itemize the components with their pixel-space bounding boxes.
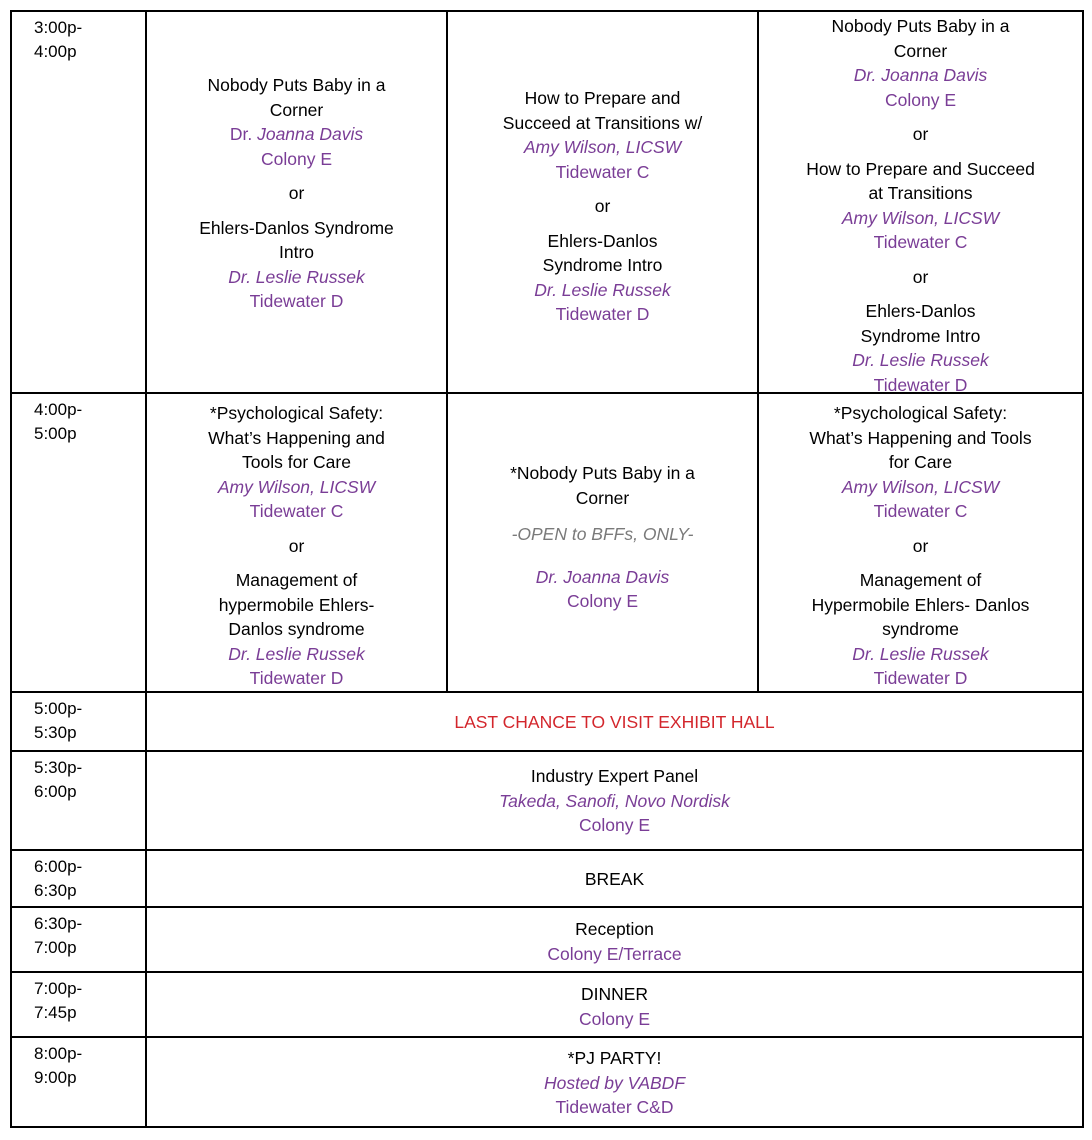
room: Colony E/Terrace <box>547 943 682 964</box>
access-note: -OPEN to BFFs, ONLY- <box>511 524 694 544</box>
speaker: Dr. Leslie Russek <box>228 643 365 664</box>
exhibit-hall-notice: LAST CHANCE TO VISIT EXHIBIT HALL <box>454 712 775 732</box>
session-title: Management of <box>235 570 358 590</box>
speaker: Dr. Leslie Russek <box>852 350 989 370</box>
session-title: How to Prepare and Succeed <box>806 158 1035 179</box>
session-title: DINNER <box>580 984 649 1004</box>
session-title: *PJ PARTY! <box>567 1048 662 1068</box>
speaker: Takeda, Sanofi, Novo Nordisk <box>499 790 730 811</box>
session-cell <box>448 86 757 327</box>
speaker: Amy Wilson, LICSW <box>217 476 376 497</box>
time-slot-530pm: 5:30p- 6:00p <box>34 758 83 801</box>
room: Colony E <box>578 815 650 835</box>
row-border <box>10 691 1084 693</box>
session-title: Ehlers-Danlos <box>865 301 976 321</box>
speaker: Dr. Leslie Russek <box>852 643 989 664</box>
speaker: Hosted by VABDF <box>543 1072 686 1093</box>
room: Tidewater C <box>249 501 344 521</box>
session-title: Reception <box>575 919 654 939</box>
panel-cell <box>147 764 1082 838</box>
room: Tidewater D <box>555 304 650 324</box>
room: Tidewater D <box>873 668 968 688</box>
row-border <box>10 10 1084 12</box>
session-title: *Psychological Safety: <box>833 403 1008 423</box>
room: Tidewater D <box>249 668 344 688</box>
session-title: Syndrome Intro <box>860 325 981 346</box>
session-cell <box>759 401 1082 691</box>
or-separator: or <box>288 535 305 556</box>
session-title: How to Prepare and <box>524 88 681 108</box>
session-title: BREAK <box>584 869 645 889</box>
session-title: Industry Expert Panel <box>530 766 699 786</box>
exhibit-hall-cell <box>147 710 1082 735</box>
speaker: Dr. Joanna Davis <box>853 65 988 85</box>
room: Colony E <box>260 148 332 169</box>
session-title: Corner <box>269 99 324 120</box>
column-border <box>1082 10 1084 1128</box>
session-title: Ehlers-Danlos Syndrome <box>199 217 394 238</box>
session-title: *Nobody Puts Baby in a <box>510 463 695 483</box>
room: Tidewater D <box>873 374 968 395</box>
time-slot-5pm: 5:00p- 5:30p <box>34 699 83 742</box>
speaker: Dr. Joanna Davis <box>229 124 364 144</box>
session-cell <box>448 461 757 614</box>
speaker: Dr. Leslie Russek <box>534 279 671 300</box>
row-border <box>10 849 1084 851</box>
session-title: What’s Happening and <box>208 427 385 448</box>
speaker: Amy Wilson, LICSW <box>841 207 1000 228</box>
or-separator: or <box>912 124 929 144</box>
session-title: Hypermobile Ehlers- Danlos <box>811 594 1030 615</box>
session-title: Management of <box>859 570 982 590</box>
room: Tidewater C <box>873 232 968 252</box>
session-title: Danlos syndrome <box>228 619 365 639</box>
row-border <box>10 906 1084 908</box>
session-title: Nobody Puts Baby in a <box>207 75 386 95</box>
session-title: hypermobile Ehlers- <box>218 594 375 615</box>
row-border <box>10 971 1084 973</box>
or-separator: or <box>288 183 305 203</box>
session-cell <box>759 14 1082 397</box>
room: Tidewater C <box>873 501 968 521</box>
speaker: Amy Wilson, LICSW <box>841 476 1000 497</box>
session-title: What’s Happening and Tools <box>809 427 1032 448</box>
break-cell <box>147 867 1082 892</box>
session-title: Corner <box>575 487 630 508</box>
time-slot-630pm: 6:30p- 7:00p <box>34 914 83 957</box>
or-separator: or <box>912 266 929 287</box>
row-border <box>10 750 1084 752</box>
pj-party-cell <box>147 1046 1082 1120</box>
session-title: Nobody Puts Baby in a <box>831 16 1010 36</box>
column-border <box>10 10 12 1128</box>
room: Tidewater C <box>555 161 650 182</box>
or-separator: or <box>594 196 611 216</box>
session-title: Tools for Care <box>242 452 351 472</box>
room: Colony E <box>578 1008 650 1029</box>
session-title: for Care <box>888 452 953 472</box>
reception-cell <box>147 917 1082 966</box>
speaker: Dr. Leslie Russek <box>228 266 365 287</box>
session-title: *Psychological Safety: <box>209 403 384 423</box>
session-cell <box>147 73 446 314</box>
session-title: Intro <box>278 242 315 262</box>
room: Colony E <box>884 89 956 110</box>
room: Tidewater D <box>249 291 344 311</box>
dinner-cell <box>147 982 1082 1031</box>
session-title: at Transitions <box>868 183 973 203</box>
time-slot-6pm: 6:00p- 6:30p <box>34 857 83 900</box>
or-separator: or <box>912 535 929 556</box>
session-title: Succeed at Transitions w/ <box>502 112 703 133</box>
room: Tidewater C&D <box>555 1097 674 1117</box>
session-title: Ehlers-Danlos <box>547 230 658 251</box>
time-slot-3pm: 3:00p- 4:00p <box>34 18 83 61</box>
session-cell <box>147 401 446 691</box>
session-title: Corner <box>893 40 948 61</box>
time-slot-7pm: 7:00p- 7:45p <box>34 979 83 1022</box>
time-slot-4pm: 4:00p- 5:00p <box>34 400 83 443</box>
speaker: Amy Wilson, LICSW <box>523 137 682 157</box>
session-title: syndrome <box>882 619 959 639</box>
row-border <box>10 1126 1084 1128</box>
speaker: Dr. Joanna Davis <box>535 566 670 587</box>
row-border <box>10 1036 1084 1038</box>
time-slot-8pm: 8:00p- 9:00p <box>34 1044 83 1087</box>
session-title: Syndrome Intro <box>542 255 663 275</box>
room: Colony E <box>566 591 638 611</box>
